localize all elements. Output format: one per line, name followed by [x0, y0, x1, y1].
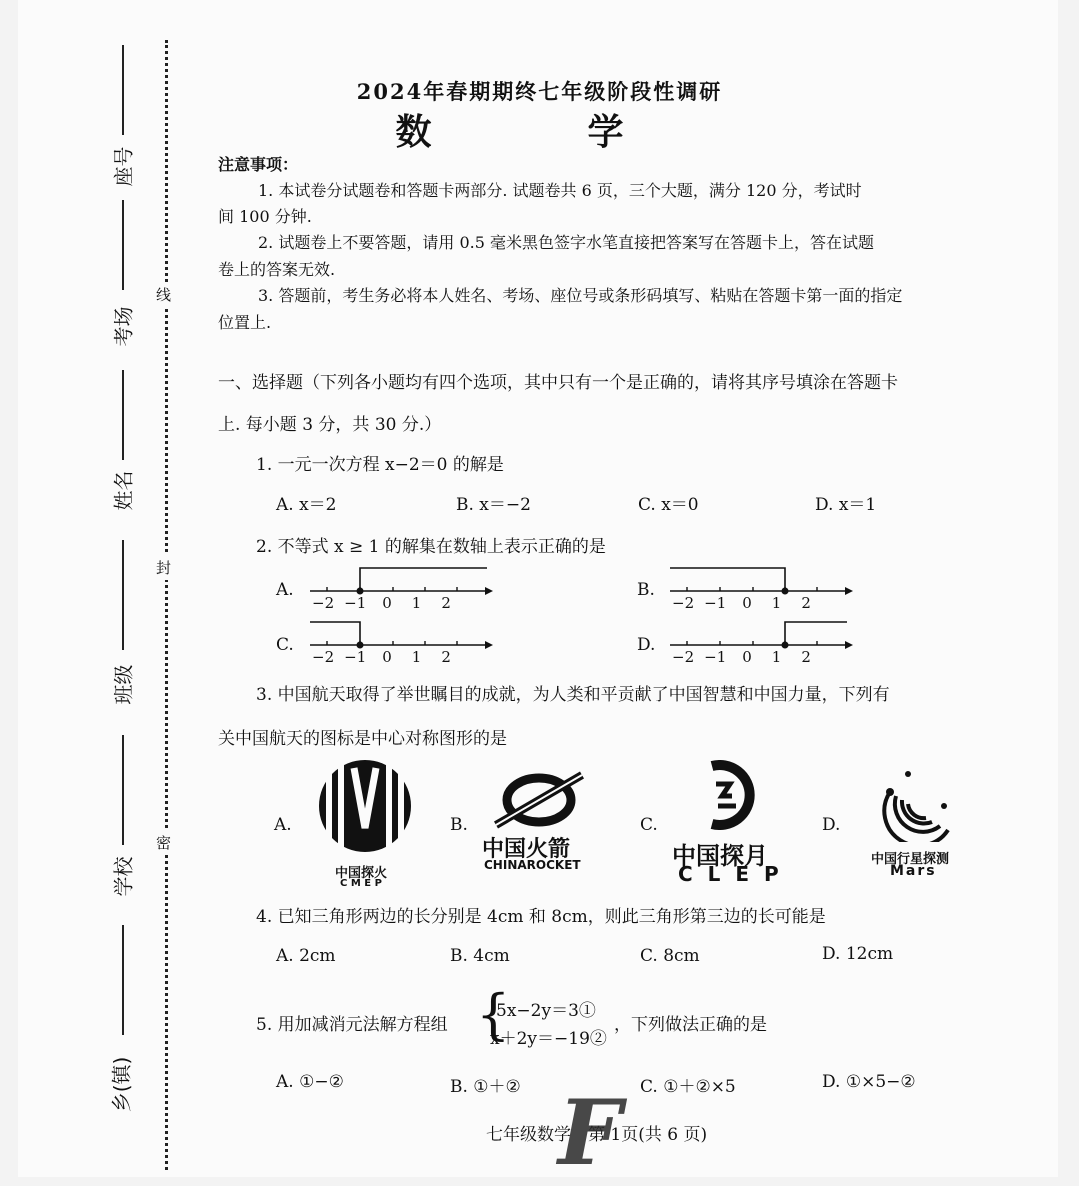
field-line: [122, 200, 124, 290]
q5-equation-2: x＋2y＝−19②: [490, 1029, 607, 1049]
stamp-letter: F: [558, 1080, 622, 1186]
section1-heading: 一、选择题（下列各小题均有四个选项，其中只有一个是正确的，请将其序号填涂在答题卡: [218, 373, 898, 393]
q2-option-b: B.: [637, 580, 655, 600]
q3-option-a: A.: [274, 815, 292, 835]
note-3-line1: 3. 答题前，考生务必将本人姓名、考场、座位号或条形码填写、粘贴在答题卡第一面的指定: [258, 286, 903, 305]
q2-option-c: C.: [276, 635, 294, 655]
note-3-line2: 位置上.: [218, 313, 272, 332]
field-line: [122, 925, 124, 1035]
q3-logo-a-en: C M E P: [340, 878, 382, 889]
tick-label: −2: [672, 594, 695, 612]
q3-option-c: C.: [640, 815, 658, 835]
q1-option-a: A. x＝2: [276, 495, 337, 515]
q4-option-b: B. 4cm: [450, 946, 510, 966]
binding-dotted-line: [165, 40, 168, 1170]
tick-label: −1: [704, 594, 727, 612]
q4-stem: 4. 已知三角形两边的长分别是 4cm 和 8cm，则此三角形第三边的长可能是: [256, 907, 826, 927]
lunar-exploration-logo-icon: [698, 760, 760, 830]
q5-stem: 5. 用加减消元法解方程组: [256, 1015, 448, 1035]
seal-mark-seal: 封: [156, 555, 171, 580]
q3-logo-d-cn: 中国行星探测: [871, 852, 950, 867]
q3-logo-c-cn: 中国探月: [672, 842, 768, 870]
note-2-line1: 2. 试题卷上不要答题，请用 0.5 毫米黑色签字水笔直接把答案写在答题卡上，答在试题: [258, 233, 874, 252]
q5-option-d: D. ①×5−②: [822, 1072, 916, 1092]
q3-stem: 3. 中国航天取得了举世瞩目的成就，为人类和平贡献了中国智慧和中国力量，下列有: [256, 685, 890, 705]
field-town: 乡(镇): [109, 1056, 134, 1113]
tick-label: 0: [382, 594, 392, 612]
q2-c-ticks: [312, 648, 451, 666]
q3-logo-c-en: C L E P: [678, 862, 783, 886]
q1-option-d: D. x＝1: [815, 495, 877, 515]
seal-mark-line: 线: [156, 282, 171, 307]
seal-mark-secret: 密: [156, 830, 171, 855]
tick-label: 2: [801, 594, 811, 612]
tick-label: 1: [771, 594, 782, 612]
q3-stem-cont: 关中国航天的图标是中心对称图形的是: [218, 729, 507, 749]
tick-label: 2: [441, 594, 451, 612]
q5-equation-1: 5x−2y＝3①: [496, 1001, 596, 1021]
tick-label: −2: [312, 648, 335, 666]
field-exam-room: 考场: [111, 306, 136, 347]
tick-label: 1: [411, 648, 422, 666]
notes-heading: 注意事项：: [218, 155, 299, 174]
field-line: [122, 540, 124, 650]
q5-option-b: B. ①＋②: [450, 1077, 521, 1097]
q2-stem: 2. 不等式 x ≥ 1 的解集在数轴上表示正确的是: [256, 537, 606, 557]
tick-label: 0: [382, 648, 392, 666]
china-rocket-logo-icon: [494, 770, 584, 830]
q2-b-ticks: [672, 594, 811, 612]
note-1-line1: 1. 本试卷分试题卷和答题卡两部分. 试题卷共 6 页，三个大题，满分 120 分，考试时: [258, 181, 862, 200]
q4-option-d: D. 12cm: [822, 944, 894, 964]
tick-label: 0: [742, 594, 752, 612]
note-2-line2: 卷上的答案无效.: [218, 260, 336, 279]
q5-brace: {: [476, 983, 511, 1046]
field-name: 姓名: [111, 470, 136, 511]
tick-label: −1: [704, 648, 727, 666]
field-class: 班级: [111, 664, 136, 705]
q3-logo-d-en: Mars: [890, 863, 937, 879]
field-line: [122, 370, 124, 460]
page-footer: 七年级数学 第 1页(共 6 页): [486, 1125, 708, 1145]
q5-option-a: A. ①−②: [276, 1072, 344, 1092]
tick-label: 0: [742, 648, 752, 666]
q3-logo-b-en: CHINAROCKET: [484, 858, 581, 872]
q2-option-d: D.: [637, 635, 656, 655]
q4-option-a: A. 2cm: [276, 946, 336, 966]
field-school: 学校: [111, 856, 136, 897]
planetary-exploration-logo-icon: [878, 762, 958, 842]
tick-label: −2: [312, 594, 335, 612]
q5-option-c: C. ①＋②×5: [640, 1077, 736, 1097]
q2-a-ticks: [312, 594, 451, 612]
mars-exploration-logo-icon: [306, 758, 424, 858]
note-1-line2: 间 100 分钟.: [218, 207, 312, 226]
q3-logo-a-cn: 中国探火: [335, 866, 388, 881]
tick-label: 2: [441, 648, 451, 666]
tick-label: −1: [344, 594, 367, 612]
q3-option-d: D.: [822, 815, 841, 835]
q1-stem: 1. 一元一次方程 x−2＝0 的解是: [256, 455, 504, 475]
tick-label: −2: [672, 648, 695, 666]
tick-label: 2: [801, 648, 811, 666]
q5-stem-cont: ，下列做法正确的是: [614, 1015, 767, 1035]
q2-option-a: A.: [276, 580, 294, 600]
q4-option-c: C. 8cm: [640, 946, 700, 966]
field-line: [122, 735, 124, 845]
q1-option-c: C. x＝0: [638, 495, 699, 515]
q3-logo-b-cn: 中国火箭: [482, 837, 571, 862]
subject-title: 数 学: [395, 111, 684, 153]
tick-label: 1: [411, 594, 422, 612]
q1-option-b: B. x＝−2: [456, 495, 531, 515]
exam-title: 2024年春期期终七年级阶段性调研: [356, 79, 723, 104]
tick-label: 1: [771, 648, 782, 666]
q2-d-ticks: [672, 648, 811, 666]
section1-heading-cont: 上. 每小题 3 分，共 30 分.）: [218, 415, 442, 435]
q3-option-b: B.: [450, 815, 468, 835]
tick-label: −1: [344, 648, 367, 666]
field-seat-number: 座号: [111, 146, 136, 187]
